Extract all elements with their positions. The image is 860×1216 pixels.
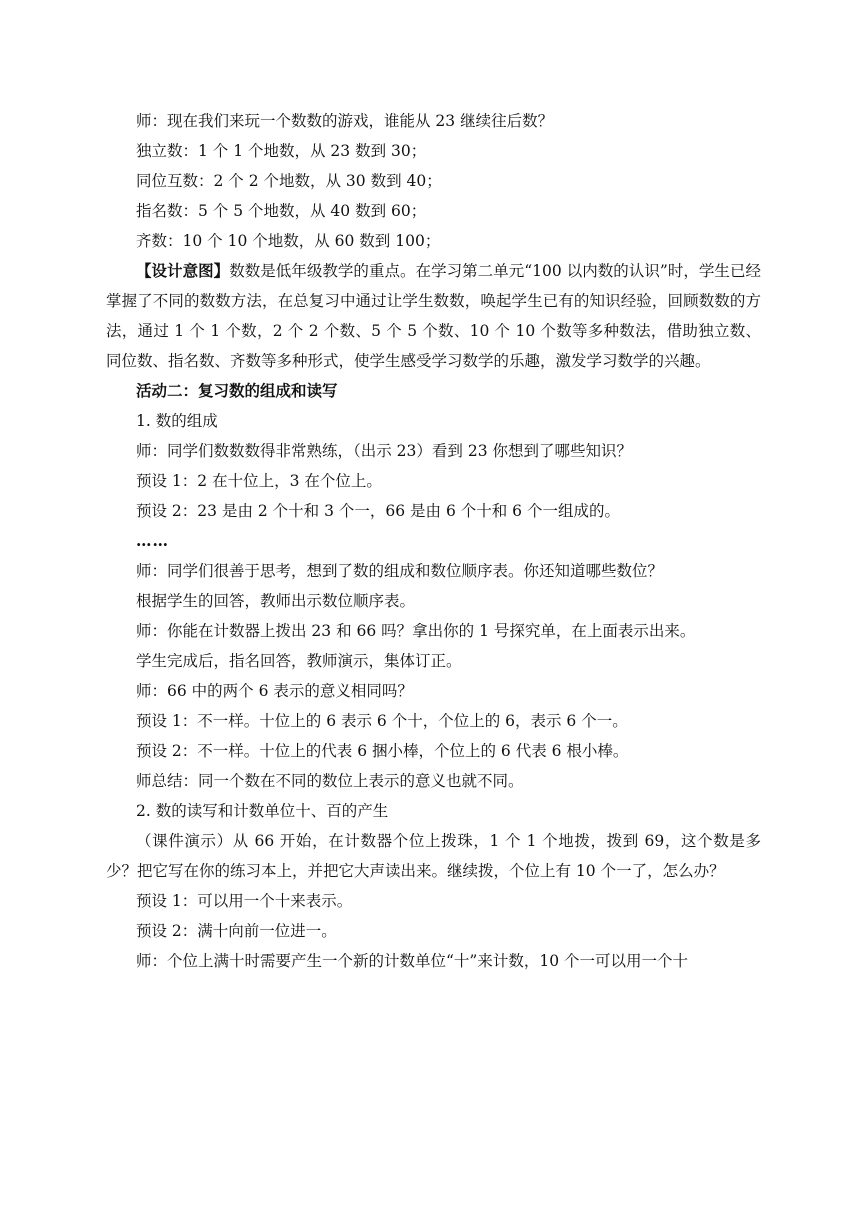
text-line: 预设 1：2 在十位上，3 在个位上。 [136,472,382,490]
text-line: 师总结：同一个数在不同的数位上表示的意义也就不同。 [136,772,524,790]
text-line: 预设 1：可以用一个十来表示。 [136,892,353,910]
ellipsis: …… [136,531,169,550]
section-title: 2. 数的读写和计数单位十、百的产生 [136,802,389,820]
demo-paragraph: （课件演示）从 66 开始，在计数器个位上拨珠，1 个 1 个地拨，拨到 69，这个数是多少？把它写在你的练习本上，并把它大声读出来。继续拨，个位上有 10 个一了，怎么办？ [106,832,761,880]
text-line: 师：现在我们来玩一个数数的游戏，谁能从 23 继续往后数？ [136,112,554,130]
design-intent-text: 数数是低年级教学的重点。在学习第二单元“100 以内数的认识”时，学生已经掌握了不同的数数方法，在总复习中通过让学生数数，唤起学生已有的知识经验，回顾数数的方法，通过 1 个 1 个数，2 个 2 个数、5 个 5 个数、10 个 10 个数等多种数法，借助独立数、同位数、指名数、齐数等多种形式，使学生感受学习数学的乐趣，激发学习数学的兴趣。 [106,262,761,370]
activity-heading: 活动二：复习数的组成和读写 [136,382,338,400]
section-title: 1. 数的组成 [136,412,218,430]
design-intent-label: 【设计意图】 [136,261,230,280]
text-line: 齐数：10 个 10 个地数，从 60 数到 100； [136,232,441,250]
text-line: 预设 2：23 是由 2 个十和 3 个一，66 是由 6 个十和 6 个一组成的。 [136,502,620,520]
text-line: 同位互数：2 个 2 个地数，从 30 数到 40； [136,172,442,190]
text-line: 师：66 中的两个 6 表示的意义相同吗？ [136,682,413,700]
text-line: 师：同学们数数数得非常熟练，（出示 23）看到 23 你想到了哪些知识？ [136,442,632,460]
text-line: 根据学生的回答，教师出示数位顺序表。 [136,592,416,610]
text-line: 师：同学们很善于思考，想到了数的组成和数位顺序表。你还知道哪些数位？ [136,562,664,580]
text-line: 独立数：1 个 1 个地数，从 23 数到 30； [136,142,427,160]
text-line: 学生完成后，指名回答，教师演示，集体订正。 [136,652,462,670]
document-body [106,106,761,976]
text-line: 预设 1：不一样。十位上的 6 表示 6 个十，个位上的 6，表示 6 个一。 [136,712,628,730]
text-line: 预设 2：满十向前一位进一。 [136,922,337,940]
text-line: 师：你能在计数器上拨出 23 和 66 吗？拿出你的 1 号探究单，在上面表示出来。 [136,622,696,640]
design-intent-paragraph [106,256,761,376]
text-line: 指名数：5 个 5 个地数，从 40 数到 60； [136,202,427,220]
text-line: 师：个位上满十时需要产生一个新的计数单位“十”来计数，10 个一可以用一个十 [136,952,689,970]
text-line: 预设 2：不一样。十位上的代表 6 捆小棒，个位上的 6 代表 6 根小棒。 [136,742,629,760]
